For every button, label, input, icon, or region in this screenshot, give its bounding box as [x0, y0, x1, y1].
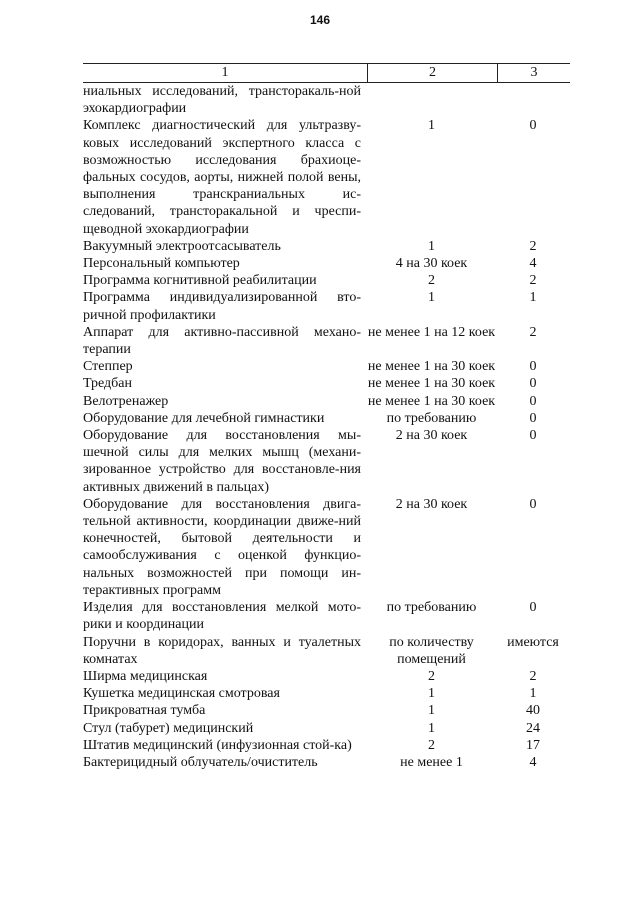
required-quantity: 2: [428, 668, 435, 684]
present-quantity: 0: [529, 359, 537, 375]
present-quantity: 40: [526, 703, 540, 719]
table-row: [83, 702, 570, 719]
present-quantity: 0: [529, 393, 537, 409]
table-header: [83, 63, 570, 83]
table-row: [83, 393, 570, 410]
required-quantity: 1: [428, 720, 435, 736]
present-quantity: 0: [529, 118, 537, 134]
item-name: Программа индивидуализированной вто-ричной профилактики: [83, 290, 361, 323]
present-quantity: 2: [529, 238, 537, 254]
table-row: [83, 634, 570, 668]
header-col-2: 2: [368, 64, 498, 82]
item-name: Тредбан: [83, 376, 132, 392]
table-row: [83, 599, 570, 633]
present-quantity: 0: [529, 376, 537, 392]
required-quantity: не менее 1 на 30 коек: [367, 376, 496, 392]
item-name: ниальных исследований, трансторакаль-ной эхокардиографии: [83, 84, 361, 117]
present-quantity: 0: [529, 496, 537, 512]
table-row: [83, 754, 570, 771]
table-row: [83, 272, 570, 289]
present-quantity: 2: [529, 324, 537, 340]
table-row: [83, 375, 570, 392]
item-name: Ширма медицинская: [83, 668, 208, 684]
required-quantity: 1: [428, 290, 435, 306]
item-name: Поручни в коридорах, ванных и туалетных комнатах: [83, 634, 361, 667]
present-quantity: 0: [529, 600, 537, 616]
required-quantity: 1: [428, 238, 435, 254]
table-row: [83, 668, 570, 685]
item-name: Оборудование для восстановления мы-шечной силы для мелких мышц (механи-зированное устройство для восстановле-ния активных движений в пальцах): [83, 428, 361, 495]
item-name: Степпер: [83, 359, 133, 375]
present-quantity: 0: [529, 410, 537, 426]
table-row: [83, 496, 570, 599]
required-quantity: по количеству помещений: [389, 634, 474, 667]
item-name: Вакуумный электроотсасыватель: [83, 238, 281, 254]
page-number: 146: [309, 13, 331, 27]
present-quantity: 17: [526, 737, 540, 753]
present-quantity: 2: [529, 273, 537, 289]
required-quantity: по требованию: [386, 410, 477, 426]
item-name: Штатив медицинский (инфузионная стой-ка): [83, 737, 352, 753]
present-quantity: 4: [529, 256, 537, 272]
present-quantity: 1: [529, 686, 537, 702]
equipment-table: [83, 63, 570, 771]
present-quantity: имеются: [507, 634, 559, 650]
item-name: Персональный компьютер: [83, 256, 240, 272]
item-name: Оборудование для восстановления двига-тельной активности, координации движе-ний конечностей, бытовой деятельности и самообслуживания с оценкой функцио-нальных возможностей при помощи ин-терактивных программ: [83, 496, 361, 598]
item-name: Оборудование для лечебной гимнастики: [83, 410, 325, 426]
required-quantity: 2 на 30 коек: [395, 428, 468, 444]
present-quantity: 4: [529, 754, 537, 770]
table-row: [83, 255, 570, 272]
header-col-1: 1: [83, 64, 368, 82]
required-quantity: 2: [428, 273, 435, 289]
table-row: [83, 117, 570, 237]
present-quantity: 0: [529, 428, 537, 444]
table-row: [83, 737, 570, 754]
item-name: Изделия для восстановления мелкой мото-рики и координации: [83, 600, 361, 633]
item-name: Программа когнитивной реабилитации: [83, 273, 317, 289]
item-name: Велотренажер: [83, 393, 169, 409]
table-row: [83, 289, 570, 323]
required-quantity: 1: [428, 118, 435, 134]
required-quantity: 2: [428, 737, 435, 753]
item-name: Кушетка медицинская смотровая: [83, 686, 280, 702]
required-quantity: по требованию: [386, 600, 477, 616]
header-col-3: 3: [530, 65, 538, 80]
table-row: [83, 720, 570, 737]
present-quantity: 1: [529, 290, 537, 306]
required-quantity: не менее 1 на 30 коек: [367, 359, 496, 375]
item-name: Комплекс диагностический для ультразву-ковых исследований экспертного класса с возможностью исследования брахиоце-фальных сосудов, аорты, нижней полой вены, выполнения транскраниальных ис-следований, трансторакальной и чреспи-щеводной эхокардиографии: [83, 118, 361, 237]
present-quantity: 2: [529, 668, 537, 684]
table-row: [83, 427, 570, 496]
table-row: [83, 324, 570, 358]
table-body: [83, 83, 570, 771]
required-quantity: не менее 1 на 30 коек: [367, 393, 496, 409]
item-name: Прикроватная тумба: [83, 703, 206, 719]
table-row: [83, 238, 570, 255]
required-quantity: 1: [428, 703, 435, 719]
table-row: [83, 83, 570, 117]
required-quantity: 2 на 30 коек: [395, 496, 468, 512]
present-quantity: 24: [526, 720, 540, 736]
required-quantity: 4 на 30 коек: [395, 256, 468, 272]
required-quantity: 1: [428, 686, 435, 702]
item-name: Стул (табурет) медицинский: [83, 720, 254, 736]
table-row: [83, 358, 570, 375]
table-row: [83, 685, 570, 702]
required-quantity: не менее 1: [400, 754, 463, 770]
required-quantity: не менее 1 на 12 коек: [367, 324, 496, 340]
item-name: Бактерицидный облучатель/очиститель: [83, 754, 318, 770]
item-name: Аппарат для активно-пассивной механо-терапии: [83, 324, 361, 358]
table-row: [83, 410, 570, 427]
